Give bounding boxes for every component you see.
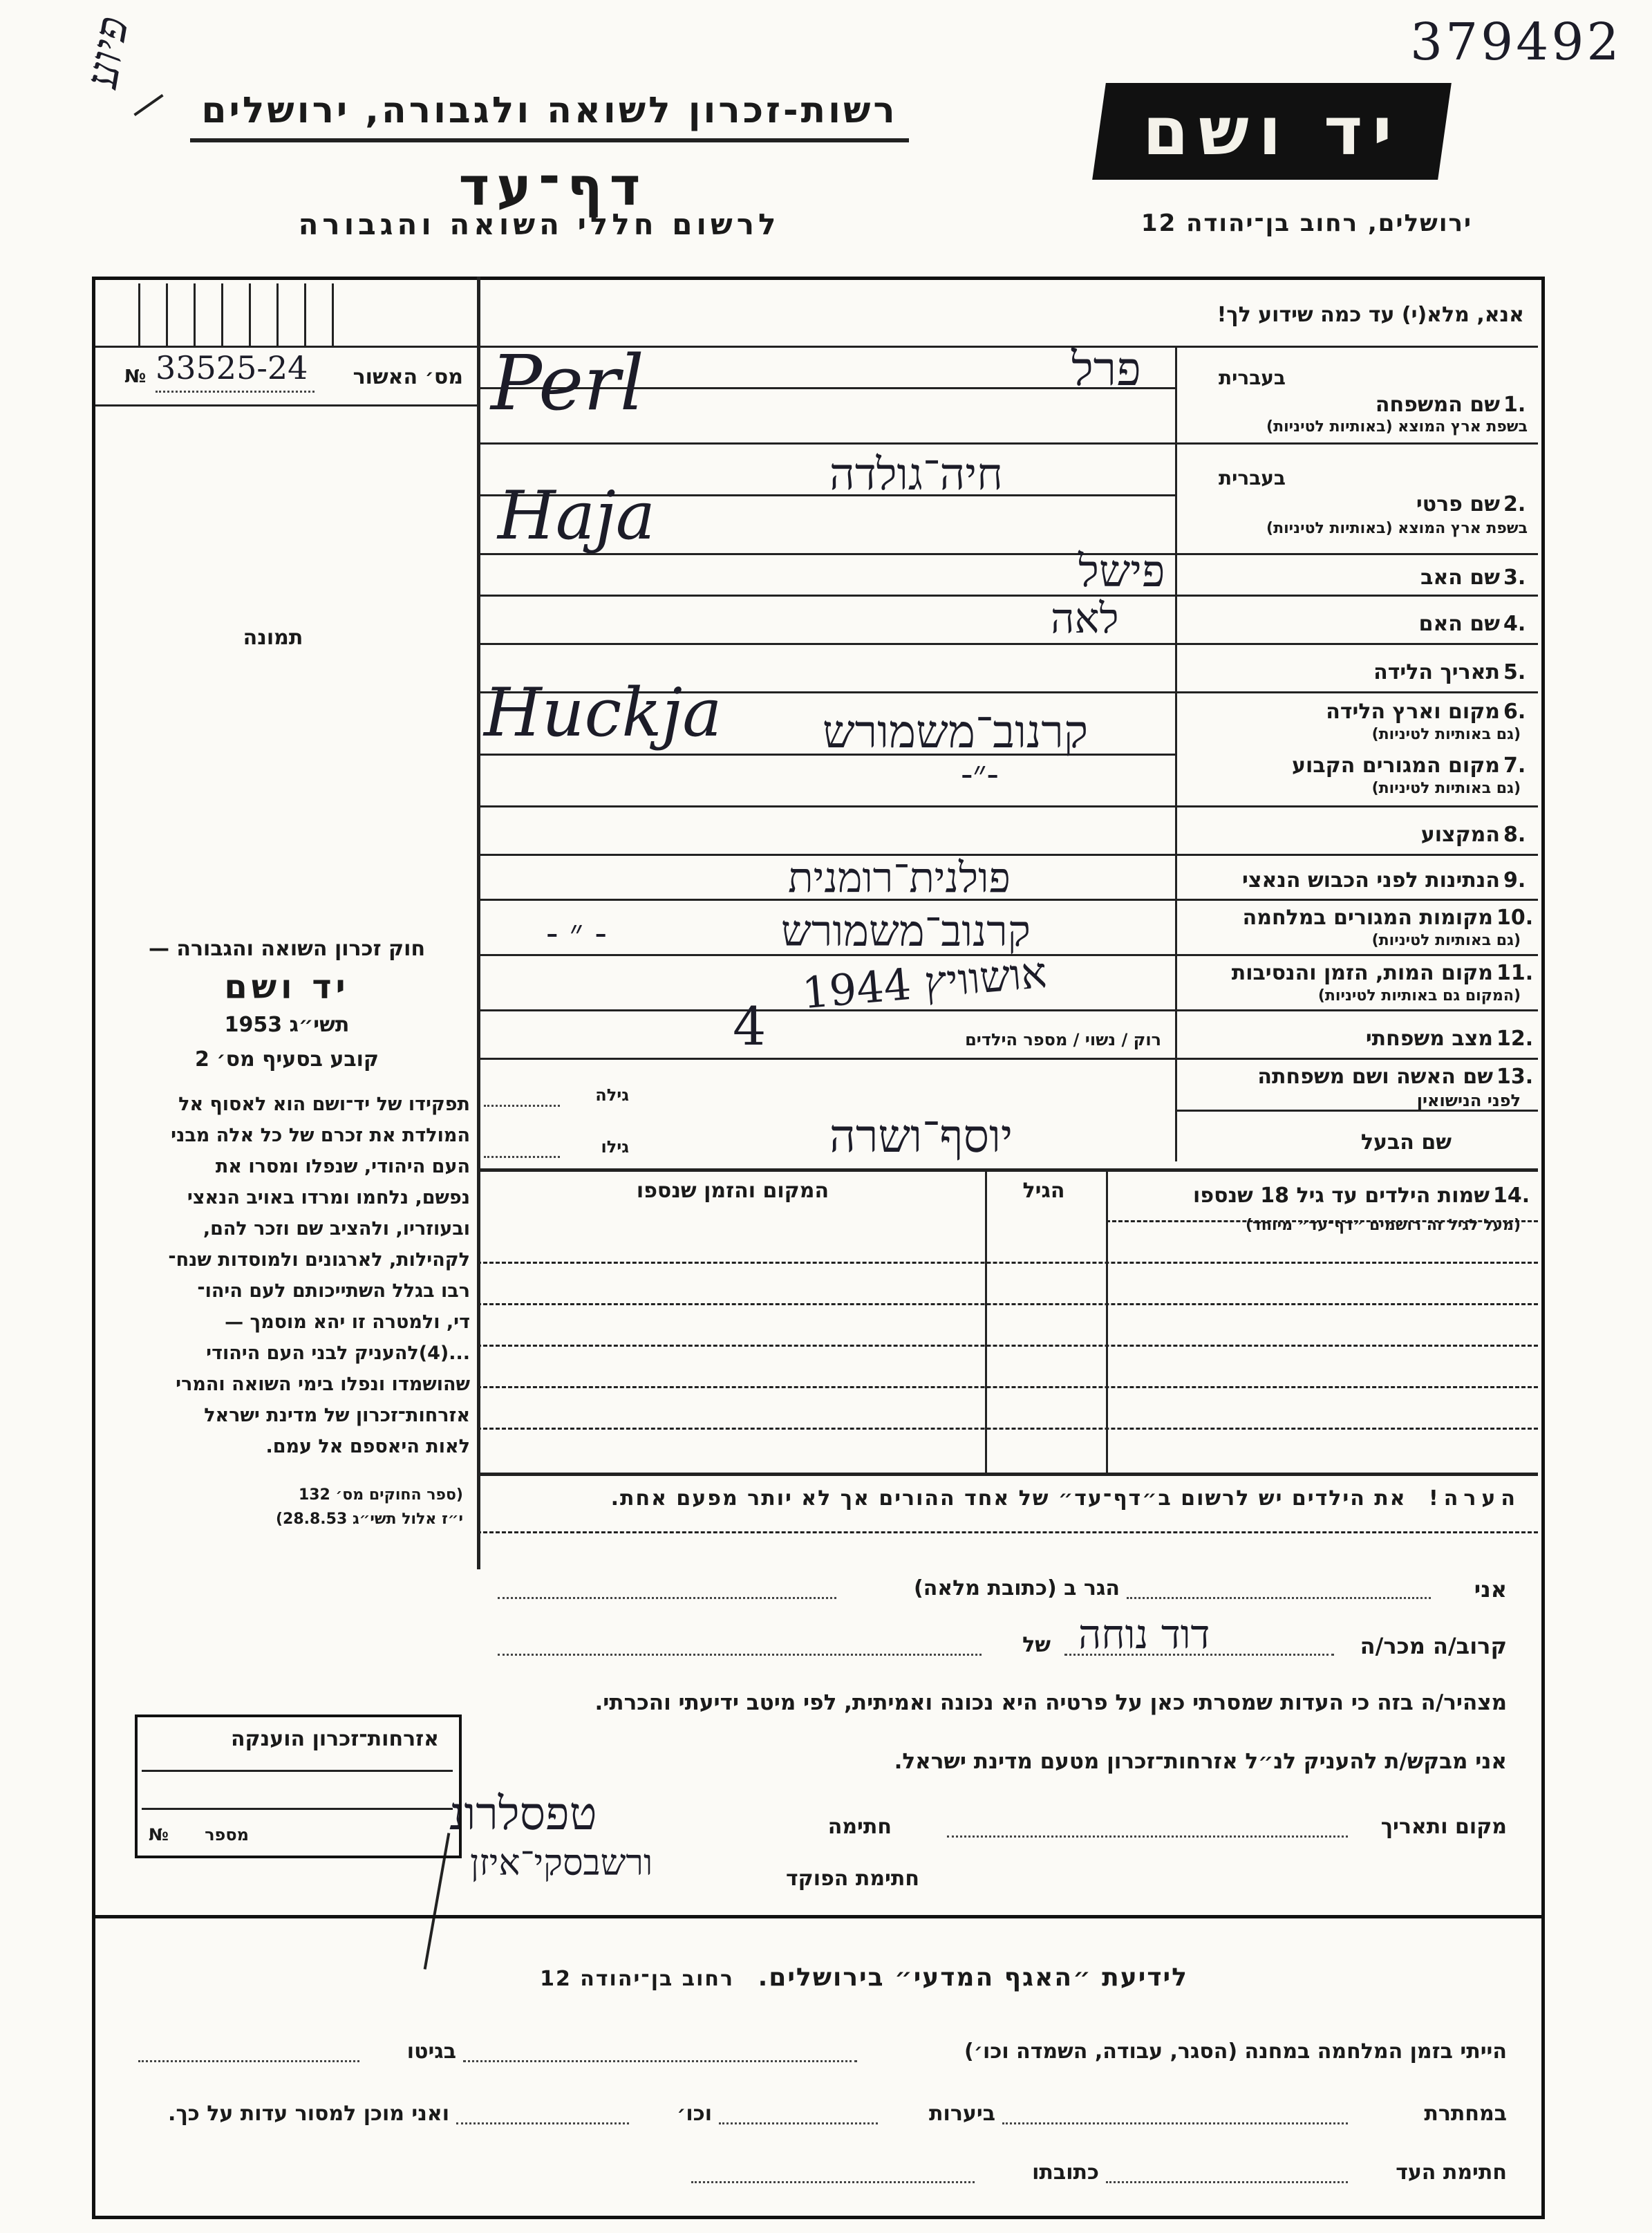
husband-line (484, 1156, 560, 1158)
law-text-line: נפשם, נלחמו ומרדו באויב הנאצי (187, 1187, 470, 1208)
bottom-line2-fill-c (456, 2122, 629, 2124)
f10-label: מקומות המגורים במלחמה (1242, 906, 1493, 930)
f7-value: -״- (961, 754, 999, 795)
f10-sub: (גם באותיות לטיניות) (1371, 932, 1521, 949)
f2-sub: בשפת ארץ המוצא (באותיות לטיניות) (1266, 520, 1528, 537)
relation-value: דוד נוחה (1078, 1611, 1210, 1658)
header-underline (190, 138, 909, 142)
bottom-line2-end: ואני מוכן למסור עדות על כך. (168, 2102, 449, 2126)
residing-line (498, 1597, 836, 1599)
place-date-line (947, 1835, 1348, 1838)
children-col2 (1106, 1168, 1108, 1473)
f1-num: 1. (1503, 393, 1526, 417)
children-row (477, 1428, 1538, 1430)
tick (138, 283, 140, 346)
bottom-line1-end: בגיטו (406, 2039, 456, 2064)
law-text-line: אזרחות־זכרון של מדינת ישראל (204, 1405, 470, 1426)
f11-value: אושוויץ 1944 (800, 946, 1049, 1019)
declarant-ani: אני (1474, 1576, 1507, 1603)
officer-signature-label: חתימת הפוקד (786, 1867, 919, 1891)
f4-num: 4. (1503, 612, 1526, 636)
f13-label: שם האשה ושם משפחתה (1257, 1065, 1493, 1089)
tick (332, 283, 334, 346)
f7-num: 7. (1503, 754, 1526, 778)
note-bottom (477, 1531, 1538, 1533)
label-row-line (1175, 899, 1538, 901)
bottom-line3-end: כתובתו (1032, 2160, 1099, 2185)
note-text: את הילדים יש לרשום ב״דף־עד״ של אחד ההורים אך לא יותר מפעם אחת. (610, 1486, 1407, 1511)
citizenship-title: אזרחות־זכרון הוענקה (230, 1727, 439, 1751)
logo (1092, 83, 1452, 180)
law-text-line: רבו בגלל השתייכותם לעם היהו־ (197, 1280, 470, 1302)
slash-mark (133, 94, 163, 116)
children-bottom (477, 1473, 1538, 1476)
declarant-of: של (1022, 1633, 1051, 1657)
f9-label: הנתינות לפני הכבוש הנאצי (1242, 868, 1500, 893)
of-line (498, 1654, 982, 1656)
children-num: 14. (1493, 1184, 1530, 1208)
f10-value-ditto: - ״ - (546, 913, 607, 954)
law-name: יד ושם (224, 968, 350, 1007)
handwritten-annotation: פיוע (76, 12, 139, 92)
tick (249, 283, 251, 346)
f6-value-heb: קרנוב־משמורש (823, 705, 1089, 758)
husband-label: שם הבעל (1360, 1130, 1452, 1155)
f4-label: שם האם (1418, 612, 1500, 636)
children-header: שמות הילדים עד גיל 18 שנספו (1193, 1184, 1490, 1208)
bottom-line3-tail (691, 2181, 975, 2183)
row-line (477, 1058, 1175, 1060)
law-text (104, 1089, 470, 1462)
place-date-label: מקום ותאריך (1380, 1815, 1507, 1839)
tick (194, 283, 196, 346)
law-year-line (104, 1013, 470, 1037)
citizenship-number-mark: № (149, 1825, 169, 1844)
children-col1 (985, 1168, 987, 1473)
citizenship-number-label: מספר (205, 1825, 249, 1844)
signature-label: חתימה (827, 1815, 892, 1839)
row-line (477, 442, 1175, 445)
f13-num: 13. (1496, 1065, 1534, 1089)
row-line (477, 643, 1175, 645)
law-text-line: ובעוזריו, ולהציב שם וזכר להם, (203, 1218, 470, 1240)
tick (166, 283, 168, 346)
declare-text: מצהיר/ה בזה כי העדות שמסרתי כאן על פרטיה היא נכונה ואמיתית, לפי מיטב ידיעתי והכרתי. (594, 1690, 1507, 1715)
f6-value-lat: Huckja (484, 674, 722, 751)
f12-value: 4 (733, 996, 767, 1057)
label-row-line (1175, 643, 1538, 645)
left-column-divider (477, 277, 480, 1569)
bottom-line1-start: הייתי בזמן המלחמה במחנה (הסגר, עבודה, השמדה וכו׳) (964, 2039, 1507, 2064)
f2-heb-tag: בעברית (1218, 467, 1286, 489)
f10-num: 10. (1496, 906, 1534, 930)
citizenship-inner-top (142, 1770, 453, 1772)
law-text-line: ...(4)להעניק לבני העם היהודי (206, 1343, 470, 1364)
f1-heb-tag: בעברית (1218, 366, 1286, 389)
bottom-line2-fill-a (1002, 2122, 1348, 2124)
request-text: אני מבקש/ת להעניק לנ״ל אזרחות־זכרון מטעם מדינת ישראל. (894, 1749, 1507, 1774)
children-top (477, 1168, 1538, 1172)
children-row (477, 1303, 1538, 1305)
label-row-line (1175, 805, 1538, 807)
approval-number: 33525-24 (156, 349, 308, 386)
law-text-line: תפקידו של יד־ושם הוא לאסוף אל (178, 1094, 470, 1115)
law-text-line: שהושמדו ונפלו בימי השואה והמרי (176, 1374, 470, 1395)
label-row-line (1175, 1009, 1538, 1011)
law-source-1: (ספר החוקים מס׳ 132 (298, 1486, 463, 1504)
f5-num: 5. (1503, 660, 1526, 684)
logo-text: יד ושם (1142, 93, 1402, 170)
bottom-line2-fill-b (719, 2122, 878, 2124)
law-title: חוק זכרון השואה והגבורה — (148, 937, 426, 961)
bottom-frame (92, 1915, 1545, 2219)
label-row-line (1175, 595, 1538, 597)
f12-options: רוק / נשוי / מספר הילדים (965, 1030, 1161, 1049)
declarant-residing: הגר ב (כתובת מלאה) (913, 1576, 1120, 1600)
note (498, 1486, 1521, 1511)
f13-line (484, 1105, 560, 1107)
bottom-title: לידיעת ״האגף המדעי״ בירושלים. (758, 1963, 1188, 1992)
tick-row-bottom (95, 346, 477, 348)
f1-sub: בשפת ארץ המוצא (באותיות לטיניות) (1266, 418, 1528, 436)
f12-label: מצב משפחתי (1365, 1027, 1493, 1051)
f1-value-heb: פרל (1071, 342, 1141, 397)
address: ירושלים, רחוב בן־יהודה 12 (1141, 209, 1472, 237)
ani-line (1127, 1597, 1431, 1599)
bottom-line2-start: במחתרת (1424, 2102, 1507, 2126)
authority-name: רשות-זכרון לשואה ולגבורה, ירושלים (201, 90, 898, 131)
law-source-2: י״ז אלול תשי״ג 28.8.53) (275, 1511, 463, 1528)
form-title: דף־עד (458, 156, 648, 217)
law-clause: קובע בסעיף מס׳ 2 (194, 1047, 379, 1072)
approval-label: מס׳ האשור (353, 365, 463, 389)
bottom-line2-and: וכו׳ (677, 2102, 712, 2126)
f12-num: 12. (1496, 1027, 1534, 1051)
law-text-line: לקהילות, לארגונים ולמוסדות שנח־ (168, 1249, 470, 1271)
bottom-address: רחוב בן־יהודה 12 (540, 1967, 735, 1991)
f9-value: פולנית־רומנית (788, 854, 1011, 902)
photo-label: תמונה (243, 626, 303, 650)
form-subtitle: לרשום חללי השואה והגבורה (298, 207, 780, 241)
row-line (477, 805, 1175, 807)
note-label: הערה! (1429, 1486, 1521, 1511)
f6-label: מקום וארץ הלידה (1326, 700, 1500, 724)
f3-num: 3. (1503, 566, 1526, 590)
bottom-line1-tail (138, 2060, 359, 2062)
bottom-line3-fill (1106, 2181, 1348, 2183)
children-row (477, 1345, 1538, 1347)
label-row-line (1175, 442, 1538, 445)
f5-label: תאריך הלידה (1373, 660, 1500, 684)
f9-num: 9. (1503, 868, 1526, 893)
f1-value-lat: Perl (491, 339, 644, 427)
approval-no-mark: № (124, 366, 147, 387)
f2-num: 2. (1503, 492, 1526, 516)
law-text-line: המולדת את זכרם של כל אלה מבני (171, 1125, 470, 1146)
children-row (477, 1386, 1538, 1388)
bottom-line3-start: חתימת העד (1396, 2160, 1507, 2185)
f2-value-lat: Haja (498, 477, 655, 554)
law-text-line: העם היהודי, שנפלו ומסרו את (215, 1156, 470, 1177)
tick (304, 283, 306, 346)
law-text-line: לאות היאספם אל עמם. (265, 1436, 470, 1457)
label-row-line (1175, 553, 1538, 555)
f6-num: 6. (1503, 700, 1526, 724)
f6-sub: (גם באותיות לטיניות) (1371, 726, 1521, 743)
f8-label: המקצוע (1420, 823, 1500, 847)
tick (276, 283, 279, 346)
law-year-heb: תשי״ג (289, 1013, 350, 1037)
f11-num: 11. (1496, 961, 1534, 985)
f11-sub: (המקום גם באותיות לטיניות) (1317, 987, 1521, 1005)
children-col-age: הגיל (1022, 1179, 1065, 1203)
husband-value: יוסף־ושרה (829, 1110, 1013, 1163)
label-row-line (1175, 954, 1538, 956)
f10-value: קרנוב־משמורש (781, 906, 1031, 956)
f7-label: מקום המגורים הקבוע (1292, 754, 1500, 778)
f2-label: שם פרטי (1416, 492, 1500, 516)
f7-sub: (גם באותיות לטיניות) (1371, 780, 1521, 797)
citizenship-inner-mid (142, 1808, 453, 1810)
f4-value: לאה (1051, 595, 1119, 643)
intro-text: אנא, מלא(י) עד כמה שידוע לך! (1217, 303, 1524, 327)
bottom-line1-fill (463, 2060, 857, 2062)
f11-label: מקום המות, הזמן והנסיבות (1231, 961, 1493, 985)
f13-age: גילה (595, 1085, 629, 1105)
f13-sub: לפני הנישואין (1416, 1091, 1521, 1110)
tick (221, 283, 223, 346)
f2-value-heb: חיה־גולדה (829, 449, 1003, 501)
bottom-line2-mid: ביערות (929, 2102, 995, 2126)
approval-row-bottom (95, 404, 477, 407)
f1-label: שם המשפחה (1375, 393, 1500, 417)
children-col-place: המקום והזמן שנספו (636, 1179, 829, 1203)
children-row (477, 1262, 1538, 1264)
label-column-divider (1175, 346, 1177, 1161)
law-year: 1953 (224, 1013, 283, 1037)
f3-label: שם האב (1420, 566, 1500, 590)
label-row-line (1175, 854, 1538, 856)
husband-age: גילו (601, 1137, 629, 1157)
label-row-line (1175, 1058, 1538, 1060)
bottom-heading (484, 1963, 1244, 1992)
f3-value: פישל (1078, 546, 1165, 597)
declarant-relative: קרוב/ה מכר/ה (1360, 1633, 1507, 1659)
approval-line (156, 391, 315, 393)
officer-signature-value: ורשבסקי־איזן (470, 1842, 653, 1884)
children-header-sub: (מעל לגיל זה רושמים ״דף־עד״ מיוחד) (1245, 1217, 1521, 1234)
f8-num: 8. (1503, 823, 1526, 847)
label-row-line (1175, 691, 1538, 693)
law-text-line: די, ולמטרה זו יהא מוסמך — (225, 1311, 470, 1333)
record-number: 379492 (1410, 12, 1622, 72)
signature-value: טפסלרונ (449, 1787, 597, 1840)
